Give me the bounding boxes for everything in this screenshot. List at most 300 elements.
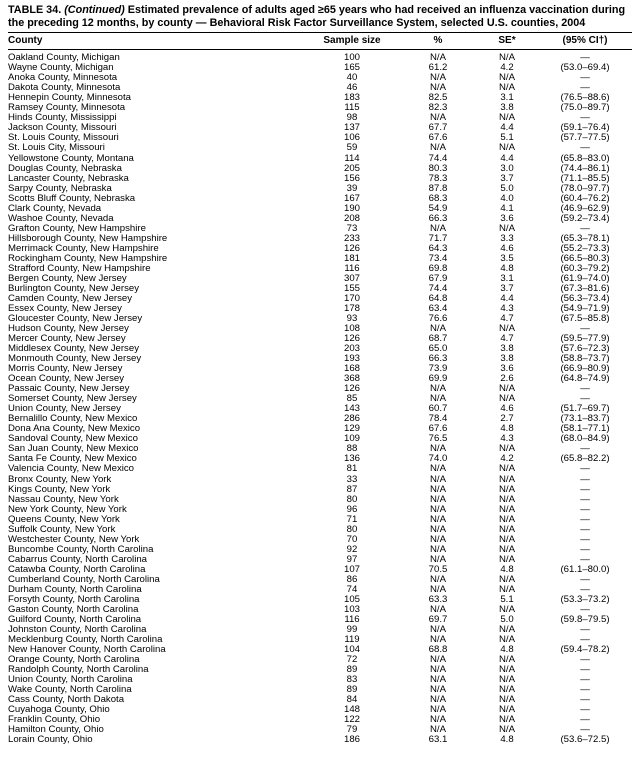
county-cell: Strafford County, New Hampshire (8, 263, 151, 274)
table-row (8, 234, 632, 244)
table-row (8, 264, 632, 274)
sample-size-cell: 103 (343, 604, 360, 615)
ci-cell: (53.0–69.4) (560, 63, 610, 74)
table-row (8, 525, 632, 535)
ci-cell: — (580, 474, 590, 485)
table-row (8, 475, 632, 485)
se-cell: N/A (499, 394, 515, 405)
se-cell: 4.3 (500, 434, 514, 445)
sample-size-cell: 74 (346, 584, 358, 595)
county-cell: New Hanover County, North Carolina (8, 645, 166, 656)
se-cell: 4.6 (500, 404, 514, 415)
county-cell: Cuyahoga County, Ohio (8, 705, 110, 716)
sample-size-cell: 181 (343, 253, 360, 264)
se-cell: 2.6 (500, 374, 514, 385)
percent-cell: 78.3 (428, 173, 448, 184)
se-cell: N/A (499, 384, 515, 395)
sample-size-cell: 108 (343, 324, 360, 335)
percent-cell: 60.7 (428, 404, 448, 415)
percent-cell: N/A (430, 624, 446, 635)
county-cell: Mercer County, New Jersey (8, 334, 126, 345)
se-cell: N/A (499, 484, 515, 495)
percent-cell: 67.9 (428, 273, 448, 284)
county-cell: Middlesex County, New Jersey (8, 344, 139, 355)
sample-size-cell: 100 (343, 52, 360, 64)
se-cell: 3.6 (500, 364, 514, 375)
se-cell: 3.5 (500, 253, 514, 264)
se-cell: N/A (499, 83, 515, 94)
percent-cell: 66.3 (428, 354, 448, 365)
percent-cell: N/A (430, 524, 446, 535)
ci-cell: — (580, 584, 590, 595)
se-cell: N/A (499, 554, 515, 565)
percent-cell: 80.3 (428, 163, 448, 174)
percent-cell: 73.4 (428, 253, 448, 264)
county-cell: New York County, New York (8, 504, 127, 515)
county-cell: Buncombe County, North Carolina (8, 544, 154, 555)
ci-cell: — (580, 514, 590, 525)
percent-cell: 66.3 (428, 213, 448, 224)
se-cell: 4.4 (500, 123, 514, 134)
county-cell: Jackson County, Missouri (8, 123, 117, 134)
table-row (8, 83, 632, 93)
percent-cell: 67.6 (428, 424, 448, 435)
county-cell: Wayne County, Michigan (8, 63, 114, 74)
sample-size-cell: 136 (343, 454, 360, 465)
county-cell: Yellowstone County, Montana (8, 153, 134, 164)
county-cell: Morris County, New Jersey (8, 364, 123, 375)
ci-cell: — (580, 394, 590, 405)
table-row (8, 224, 632, 234)
county-cell: Hinds County, Mississippi (8, 113, 117, 124)
se-cell: 3.8 (500, 103, 514, 114)
county-cell: Monmouth County, New Jersey (8, 354, 142, 365)
county-cell: Washoe County, Nevada (8, 213, 114, 224)
sample-size-cell: 83 (346, 675, 358, 686)
percent-cell: 70.5 (428, 564, 448, 575)
se-cell: N/A (499, 534, 515, 545)
county-cell: Scotts Bluff County, Nebraska (8, 193, 136, 204)
ci-cell: (71.1–85.5) (560, 173, 610, 184)
se-cell: N/A (499, 574, 515, 585)
sample-size-cell: 143 (343, 404, 360, 415)
col-header-ci: (95% CI†) (538, 33, 632, 50)
se-cell: 4.1 (500, 203, 514, 214)
sample-size-cell: 119 (344, 635, 360, 645)
percent-cell: 65.0 (428, 344, 448, 355)
sample-size-cell: 126 (343, 243, 360, 254)
ci-cell: (64.8–74.9) (560, 374, 610, 385)
percent-cell: 54.9 (428, 203, 448, 214)
percent-cell: N/A (430, 52, 446, 64)
sample-size-cell: 93 (346, 314, 358, 324)
table-row (8, 565, 632, 575)
ci-cell: (59.4–78.2) (560, 645, 610, 656)
county-cell: Hennepin County, Minnesota (8, 93, 132, 104)
ci-cell: (55.2–73.3) (560, 243, 610, 254)
se-cell: N/A (499, 604, 515, 615)
ci-cell: — (580, 464, 590, 475)
county-cell: Cumberland County, North Carolina (8, 574, 160, 585)
sample-size-cell: 97 (346, 554, 358, 565)
county-cell: Essex County, New Jersey (8, 303, 122, 314)
se-cell: N/A (499, 324, 515, 335)
ci-cell: — (580, 484, 590, 495)
se-cell: N/A (499, 444, 515, 455)
table-row (8, 164, 632, 174)
sample-size-cell: 286 (343, 414, 360, 425)
ci-cell: — (580, 83, 590, 94)
se-cell: 4.6 (500, 243, 514, 254)
sample-size-cell: 178 (343, 303, 360, 314)
ci-cell: — (580, 574, 590, 585)
ci-cell: (67.3–81.6) (560, 283, 610, 294)
se-cell: N/A (499, 715, 515, 726)
ci-cell: (59.8–79.5) (560, 614, 610, 625)
table-row (8, 454, 632, 464)
ci-cell: (56.3–73.4) (560, 293, 610, 304)
se-cell: N/A (499, 655, 515, 666)
percent-cell: N/A (430, 394, 446, 405)
table-continued-label: (Continued) (64, 4, 125, 16)
table-row (8, 154, 632, 164)
se-cell: 5.0 (500, 614, 514, 625)
sample-size-cell: 205 (343, 163, 360, 174)
se-cell: 3.0 (500, 163, 514, 174)
se-cell: 4.8 (500, 735, 514, 746)
county-cell: Franklin County, Ohio (8, 715, 101, 726)
se-cell: N/A (499, 223, 515, 234)
percent-cell: 63.1 (428, 735, 448, 746)
ci-cell: — (580, 544, 590, 555)
se-cell: N/A (499, 624, 515, 635)
ci-cell: — (580, 504, 590, 515)
ci-cell: (58.1–77.1) (560, 424, 610, 435)
sample-size-cell: 33 (346, 474, 358, 485)
ci-cell: — (580, 715, 590, 726)
ci-cell: — (580, 675, 590, 686)
sample-size-cell: 186 (343, 735, 360, 746)
se-cell: 5.1 (500, 594, 514, 605)
header-row (8, 33, 632, 50)
percent-cell: N/A (430, 705, 446, 716)
county-cell: Passaic County, New Jersey (8, 384, 130, 395)
se-cell: 4.0 (500, 193, 514, 204)
county-cell: Hudson County, New Jersey (8, 324, 129, 335)
table-row (8, 685, 632, 695)
table-row (8, 364, 632, 374)
percent-cell: 69.9 (428, 374, 448, 385)
sample-size-cell: 84 (346, 695, 358, 706)
ci-cell: — (580, 534, 590, 545)
sample-size-cell: 81 (346, 464, 358, 475)
se-cell: N/A (499, 474, 515, 485)
ci-cell: (61.9–74.0) (560, 273, 610, 284)
ci-cell: (73.1–83.7) (560, 414, 610, 425)
sample-size-cell: 72 (346, 655, 358, 666)
table-row (8, 625, 632, 635)
ci-cell: — (580, 635, 590, 645)
percent-cell: 67.6 (428, 133, 448, 144)
percent-cell: 82.3 (428, 103, 448, 114)
percent-cell: N/A (430, 83, 446, 94)
sample-size-cell: 165 (343, 63, 360, 74)
ci-cell: (46.9–62.9) (560, 203, 610, 214)
se-cell: N/A (499, 514, 515, 525)
county-cell: Hillsborough County, New Hampshire (8, 233, 168, 244)
percent-cell: 68.3 (428, 193, 448, 204)
ci-cell: (57.6–72.3) (560, 344, 610, 355)
ci-cell: — (580, 685, 590, 696)
table-row (8, 575, 632, 585)
se-cell: 4.7 (500, 334, 514, 345)
table-row (8, 725, 632, 735)
county-cell: Suffolk County, New York (8, 524, 116, 535)
table-row (8, 174, 632, 184)
percent-cell: 69.8 (428, 263, 448, 274)
percent-cell: 82.5 (428, 93, 448, 104)
county-cell: Guilford County, North Carolina (8, 614, 142, 625)
county-cell: Valencia County, New Mexico (8, 464, 135, 475)
sample-size-cell: 203 (343, 344, 360, 355)
county-cell: Gloucester County, New Jersey (8, 314, 143, 324)
table-row (8, 254, 632, 264)
table-row (8, 294, 632, 304)
percent-cell: N/A (430, 695, 446, 706)
sample-size-cell: 190 (343, 203, 360, 214)
table-row (8, 635, 632, 645)
sample-size-cell: 87 (346, 484, 358, 495)
percent-cell: 74.4 (428, 283, 448, 294)
percent-cell: 61.2 (428, 63, 448, 74)
sample-size-cell: 80 (346, 494, 358, 505)
percent-cell: N/A (430, 534, 446, 545)
ci-cell: — (580, 143, 590, 154)
se-cell: N/A (499, 675, 515, 686)
percent-cell: 64.3 (428, 243, 448, 254)
sample-size-cell: 233 (343, 233, 360, 244)
ci-cell: — (580, 624, 590, 635)
se-cell: 3.7 (500, 283, 514, 294)
table-row (8, 655, 632, 665)
table-row (8, 103, 632, 113)
se-cell: N/A (499, 544, 515, 555)
county-cell: Sandoval County, New Mexico (8, 434, 138, 445)
se-cell: 3.7 (500, 173, 514, 184)
table-row (8, 404, 632, 414)
col-header-county: County (8, 33, 304, 50)
se-cell: 3.6 (500, 213, 514, 224)
ci-cell: (61.1–80.0) (560, 564, 610, 575)
table-row (8, 284, 632, 294)
se-cell: N/A (499, 464, 515, 475)
se-cell: 4.8 (500, 564, 514, 575)
percent-cell: 69.7 (428, 614, 448, 625)
table-row (8, 665, 632, 675)
percent-cell: N/A (430, 73, 446, 84)
sample-size-cell: 71 (346, 514, 358, 525)
ci-cell: (53.3–73.2) (560, 594, 610, 605)
table-row (8, 314, 632, 324)
percent-cell: 76.6 (428, 314, 448, 324)
sample-size-cell: 89 (346, 665, 358, 676)
table-row (8, 485, 632, 495)
sample-size-cell: 92 (346, 544, 358, 555)
percent-cell: N/A (430, 474, 446, 485)
table-row (8, 515, 632, 525)
se-cell: 5.0 (500, 183, 514, 194)
table-row (8, 63, 632, 73)
sample-size-cell: 170 (343, 293, 360, 304)
ci-cell: (68.0–84.9) (560, 434, 610, 445)
sample-size-cell: 59 (346, 143, 358, 154)
table-row (8, 394, 632, 404)
county-cell: Mecklenburg County, North Carolina (8, 635, 163, 645)
sample-size-cell: 86 (346, 574, 358, 585)
table-row (8, 464, 632, 474)
sample-size-cell: 114 (344, 153, 360, 164)
ci-cell: — (580, 113, 590, 124)
county-cell: Merrimack County, New Hampshire (8, 243, 159, 254)
percent-cell: N/A (430, 574, 446, 585)
ci-cell: — (580, 665, 590, 676)
county-cell: Union County, New Jersey (8, 404, 121, 415)
table-row (8, 605, 632, 615)
table-row (8, 675, 632, 685)
county-cell: Gaston County, North Carolina (8, 604, 139, 615)
county-cell: Santa Fe County, New Mexico (8, 454, 137, 465)
county-cell: Kings County, New York (8, 484, 111, 495)
ci-cell: — (580, 705, 590, 716)
percent-cell: 71.7 (428, 233, 448, 244)
se-cell: N/A (499, 665, 515, 676)
se-cell: N/A (499, 524, 515, 535)
sample-size-cell: 104 (343, 645, 360, 656)
table-row (8, 535, 632, 545)
ci-cell: — (580, 324, 590, 335)
percent-cell: N/A (430, 655, 446, 666)
county-cell: Clark County, Nevada (8, 203, 102, 214)
table-title (8, 4, 632, 29)
table-row (8, 735, 632, 745)
percent-cell: N/A (430, 665, 446, 676)
percent-cell: 87.8 (428, 183, 448, 194)
sample-size-cell: 105 (343, 594, 360, 605)
county-cell: Union County, North Carolina (8, 675, 133, 686)
ci-cell: — (580, 604, 590, 615)
se-cell: N/A (499, 725, 515, 736)
table-row (8, 434, 632, 444)
table-row (8, 334, 632, 344)
ci-cell: (76.5–88.6) (560, 93, 610, 104)
ci-cell: (51.7–69.7) (560, 404, 610, 415)
ci-cell: (53.6–72.5) (560, 735, 610, 746)
county-cell: Ramsey County, Minnesota (8, 103, 126, 114)
table-row (8, 324, 632, 334)
percent-cell: N/A (430, 685, 446, 696)
percent-cell: N/A (430, 464, 446, 475)
percent-cell: N/A (430, 113, 446, 124)
table-row (8, 204, 632, 214)
county-cell: Burlington County, New Jersey (8, 283, 139, 294)
ci-cell: (75.0–89.7) (560, 103, 610, 114)
county-cell: Oakland County, Michigan (8, 52, 120, 64)
se-cell: N/A (499, 584, 515, 595)
table-caption: Estimated prevalence of adults aged ≥65 years who had received an influenza vaccination during the preceding 12 months, by county — Behavioral Risk Factor Surveillance System, selected U.S. counties, 2004 (8, 4, 626, 29)
table-row (8, 184, 632, 194)
percent-cell: N/A (430, 554, 446, 565)
table-row (8, 414, 632, 424)
ci-cell: — (580, 554, 590, 565)
ci-cell: (57.7–77.5) (560, 133, 610, 144)
ci-cell: (67.5–85.8) (560, 314, 610, 324)
county-cell: Grafton County, New Hampshire (8, 223, 146, 234)
ci-cell: — (580, 655, 590, 666)
sample-size-cell: 88 (346, 444, 358, 455)
table-row (8, 73, 632, 83)
county-cell: St. Louis County, Missouri (8, 133, 119, 144)
col-header-se: SE* (476, 33, 538, 50)
county-cell: Bronx County, New York (8, 474, 112, 485)
sample-size-cell: 307 (343, 273, 360, 284)
sample-size-cell: 129 (343, 424, 360, 435)
se-cell: 4.4 (500, 293, 514, 304)
se-cell: N/A (499, 494, 515, 505)
se-cell: 4.7 (500, 314, 514, 324)
table-row (8, 354, 632, 364)
percent-cell: 74.4 (428, 153, 448, 164)
percent-cell: N/A (430, 675, 446, 686)
county-cell: Cass County, North Dakota (8, 695, 125, 706)
table-row (8, 123, 632, 133)
sample-size-cell: 368 (343, 374, 360, 385)
percent-cell: N/A (430, 384, 446, 395)
ci-cell: — (580, 444, 590, 455)
ci-cell: (65.8–83.0) (560, 153, 610, 164)
se-cell: N/A (499, 113, 515, 124)
sample-size-cell: 122 (343, 715, 360, 726)
sample-size-cell: 70 (346, 534, 358, 545)
percent-cell: N/A (430, 504, 446, 515)
se-cell: N/A (499, 685, 515, 696)
col-header-percent: % (400, 33, 476, 50)
sample-size-cell: 89 (346, 685, 358, 696)
table-row (8, 615, 632, 625)
county-cell: Durham County, North Carolina (8, 584, 142, 595)
table-row (8, 274, 632, 284)
percent-cell: 67.7 (428, 123, 448, 134)
percent-cell: N/A (430, 725, 446, 736)
sample-size-cell: 156 (343, 173, 360, 184)
table-row (8, 585, 632, 595)
county-cell: Queens County, New York (8, 514, 120, 525)
ci-cell: — (580, 725, 590, 736)
table-row (8, 50, 632, 64)
ci-cell: — (580, 494, 590, 505)
sample-size-cell: 183 (343, 93, 360, 104)
se-cell: 4.8 (500, 645, 514, 656)
county-cell: Bergen County, New Jersey (8, 273, 127, 284)
county-cell: Catawba County, North Carolina (8, 564, 146, 575)
sample-size-cell: 46 (346, 83, 358, 94)
ci-cell: (59.2–73.4) (560, 213, 610, 224)
percent-cell: 64.8 (428, 293, 448, 304)
percent-cell: 78.4 (428, 414, 448, 425)
ci-cell: (66.9–80.9) (560, 364, 610, 375)
table-row (8, 384, 632, 394)
table-row (8, 133, 632, 143)
ci-cell: (74.4–86.1) (560, 163, 610, 174)
